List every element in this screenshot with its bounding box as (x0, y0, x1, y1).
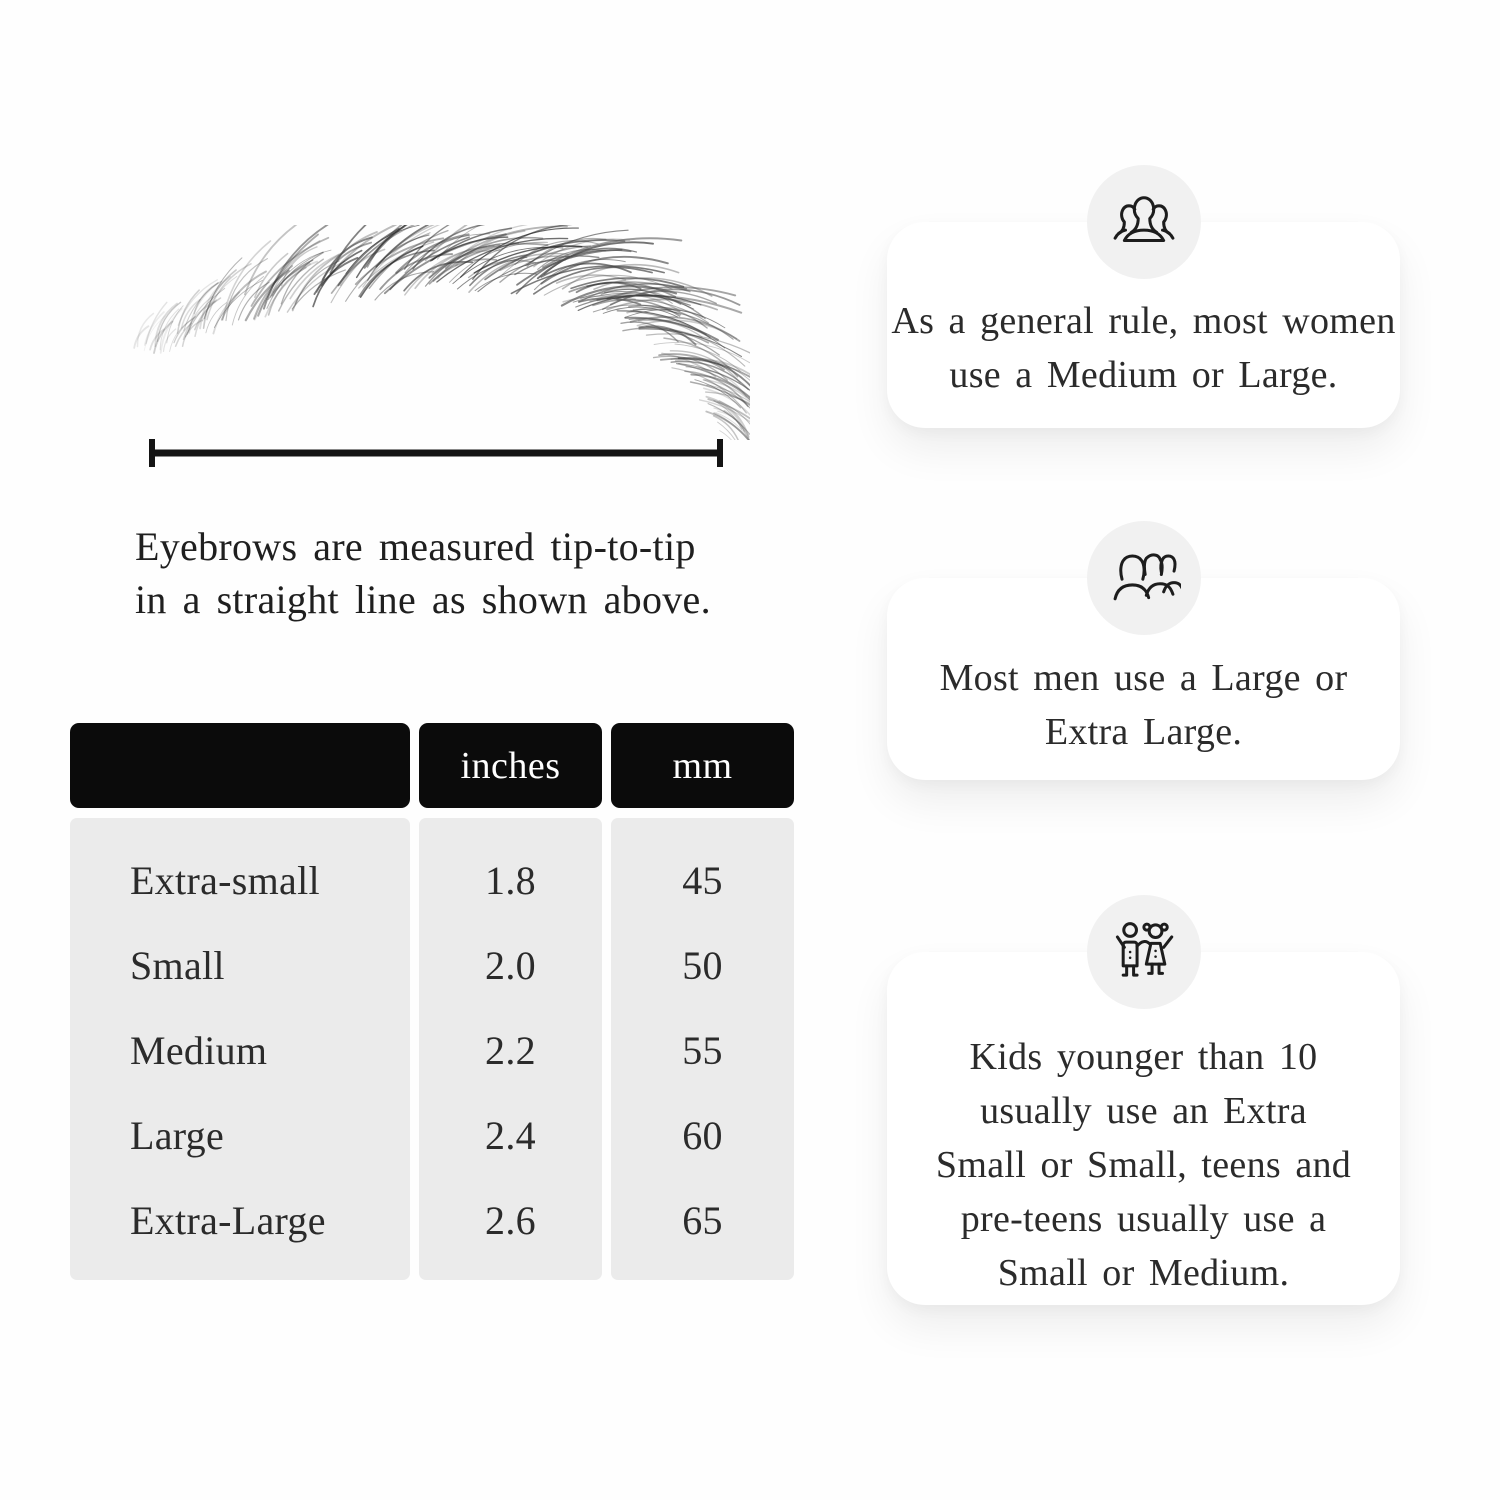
size-table (70, 723, 794, 1280)
inches-value: 2.2 (485, 1027, 536, 1073)
note-line: use a Medium or Large. (949, 354, 1338, 396)
note-line: Kids younger than 10 (969, 1035, 1318, 1078)
note-line: Extra Large. (1044, 711, 1243, 753)
mm-value: 65 (682, 1197, 723, 1243)
note-line: Most men use a Large or (939, 657, 1348, 699)
size-label-medium: Medium (130, 1027, 268, 1073)
inches-value: 1.8 (485, 857, 536, 903)
inches-value: 2.6 (485, 1197, 536, 1243)
size-table-body-inches (419, 818, 602, 1280)
note-line: Small or Small, teens and (935, 1143, 1352, 1186)
measurement-line (146, 436, 726, 470)
note-card-women-text (887, 222, 1400, 428)
inches-value: 2.4 (485, 1112, 536, 1158)
note-card-kids (887, 952, 1400, 1305)
note-card-women (887, 222, 1400, 428)
size-table-column-mm (611, 723, 794, 1280)
note-line: Small or Medium. (997, 1251, 1290, 1294)
size-label-extra-large: Extra-Large (130, 1197, 326, 1243)
size-table-body-size (70, 818, 410, 1280)
mm-value: 45 (682, 857, 723, 903)
size-table-body-mm (611, 818, 794, 1280)
inches-value: 2.0 (485, 942, 536, 988)
size-table-column-inches (419, 723, 602, 1280)
eyebrow-illustration (110, 225, 750, 440)
mm-value: 60 (682, 1112, 723, 1158)
note-card-kids-text (887, 952, 1400, 1305)
size-table-header-mm: mm (611, 723, 794, 808)
eyebrow-sketch-svg (110, 225, 750, 440)
caption-line-1: Eyebrows are measured tip-to-tip (135, 524, 696, 569)
note-line: pre-teens usually use a (960, 1197, 1327, 1240)
note-line: As a general rule, most women (891, 300, 1396, 342)
mm-value: 55 (682, 1027, 723, 1073)
caption-line-2: in a straight line as shown above. (135, 577, 711, 622)
size-table-header-inches: inches (419, 723, 602, 808)
note-card-men-text (887, 578, 1400, 780)
size-table-header-blank (70, 723, 410, 808)
size-table-column-size (70, 723, 410, 1280)
note-card-men (887, 578, 1400, 780)
size-label-large: Large (130, 1112, 225, 1158)
note-line: usually use an Extra (980, 1089, 1307, 1132)
size-label-small: Small (130, 942, 225, 988)
mm-value: 50 (682, 942, 723, 988)
size-label-extra-small: Extra-small (130, 857, 320, 903)
measurement-caption (135, 520, 795, 626)
